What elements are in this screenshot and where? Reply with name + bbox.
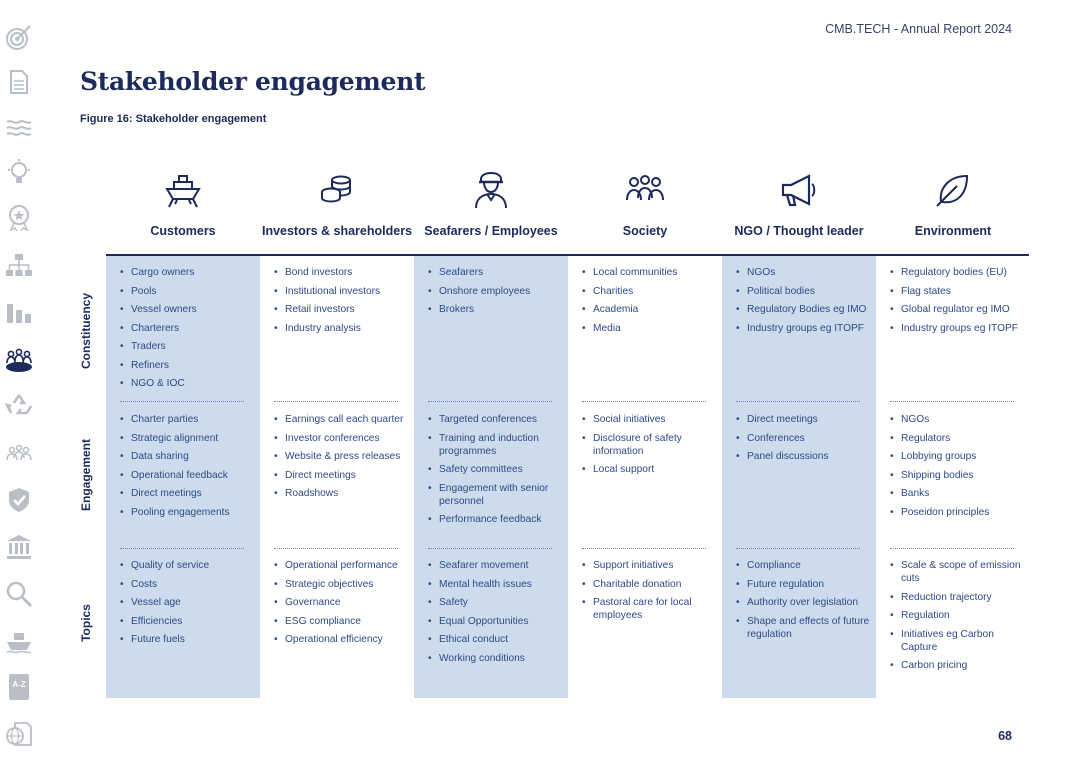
column-header-society <box>568 160 722 238</box>
dotted-divider <box>274 548 398 549</box>
list-item: • Local support <box>582 463 718 476</box>
list-item: • Vessel owners <box>120 303 256 316</box>
list-item: • Future fuels <box>120 633 256 646</box>
cell-topics <box>428 559 564 670</box>
list-item: • Refiners <box>120 359 256 372</box>
list-item: • Investor conferences <box>274 432 410 445</box>
dotted-divider <box>428 401 552 402</box>
list-item: • Targeted conferences <box>428 413 564 426</box>
list-item: • NGO & IOC <box>120 377 256 390</box>
list-item: • Seafarers <box>428 266 564 279</box>
cell-engagement <box>890 413 1026 524</box>
magnifier-icon[interactable] <box>4 579 34 609</box>
list-item: • Performance feedback <box>428 513 564 526</box>
list-item: • Operational efficiency <box>274 633 410 646</box>
dotted-divider <box>120 401 244 402</box>
document-icon[interactable] <box>4 67 34 97</box>
list-item: • Local communities <box>582 266 718 279</box>
list-item: • Lobbying groups <box>890 450 1026 463</box>
cell-constituency <box>736 266 872 340</box>
community-icon[interactable] <box>4 438 34 468</box>
cell-engagement <box>582 413 718 482</box>
glossary-text: A-Z <box>12 680 26 689</box>
list-item: • Costs <box>120 578 256 591</box>
list-item: • Charter parties <box>120 413 256 426</box>
list-item: • Reduction trajectory <box>890 591 1026 604</box>
dotted-divider <box>890 548 1014 549</box>
glossary-icon[interactable] <box>4 672 34 702</box>
dotted-divider <box>582 548 706 549</box>
captain-icon <box>414 160 568 220</box>
list-item: • NGOs <box>736 266 872 279</box>
list-item: • Initiatives eg Carbon Capture <box>890 628 1026 654</box>
list-item: • Political bodies <box>736 285 872 298</box>
coins-icon <box>260 160 414 220</box>
list-item: • Future regulation <box>736 578 872 591</box>
column-label: Investors & shareholders <box>261 224 413 238</box>
list-item: • Conferences <box>736 432 872 445</box>
list-item: • Media <box>582 322 718 335</box>
bullet-list <box>120 266 256 390</box>
bullet-list <box>736 266 872 335</box>
list-item: • Cargo owners <box>120 266 256 279</box>
bullet-list <box>120 559 256 646</box>
list-item: • Scale & scope of emission cuts <box>890 559 1026 585</box>
list-item: • Ethical conduct <box>428 633 564 646</box>
list-item: • Compliance <box>736 559 872 572</box>
list-item: • Social initiatives <box>582 413 718 426</box>
figure-title: Figure 16: Stakeholder engagement <box>80 113 267 125</box>
list-item: • Regulators <box>890 432 1026 445</box>
list-item: • Authority over legislation <box>736 596 872 609</box>
list-item: • Safety committees <box>428 463 564 476</box>
bullet-list <box>736 559 872 641</box>
dotted-divider <box>428 548 552 549</box>
list-item: • Operational performance <box>274 559 410 572</box>
list-item: • Pools <box>120 285 256 298</box>
dotted-divider <box>582 401 706 402</box>
cell-engagement <box>736 413 872 469</box>
row-label-constituency: Constituency <box>79 293 93 370</box>
bullet-list <box>582 266 718 335</box>
cell-constituency <box>428 266 564 322</box>
bullet-list <box>890 413 1026 519</box>
wave-lines-icon[interactable] <box>4 112 34 142</box>
megaphone-icon <box>722 160 876 220</box>
list-item: • Pooling engagements <box>120 506 256 519</box>
list-item: • Training and induction programmes <box>428 432 564 458</box>
bullet-list <box>428 266 564 316</box>
people-group-icon <box>568 160 722 220</box>
bullet-list <box>736 413 872 463</box>
column-label: Society <box>622 224 668 238</box>
list-item: • Pastoral care for local employees <box>582 596 718 622</box>
cell-engagement <box>120 413 256 524</box>
bullet-list <box>274 413 410 500</box>
list-item: • Data sharing <box>120 450 256 463</box>
recycle-icon[interactable] <box>4 391 34 421</box>
shield-check-icon[interactable] <box>4 485 34 515</box>
list-item: • Earnings call each quarter <box>274 413 410 426</box>
list-item: • NGOs <box>890 413 1026 426</box>
list-item: • Brokers <box>428 303 564 316</box>
list-item: • Global regulator eg IMO <box>890 303 1026 316</box>
bullet-list <box>890 266 1026 335</box>
stakeholders-icon[interactable] <box>4 344 34 374</box>
cell-topics <box>120 559 256 652</box>
list-item: • Vessel age <box>120 596 256 609</box>
lightbulb-icon[interactable] <box>4 157 34 187</box>
list-item: • Regulation <box>890 609 1026 622</box>
leaf-icon <box>876 160 1030 220</box>
dotted-divider <box>274 401 398 402</box>
list-item: • Website & press releases <box>274 450 410 463</box>
org-chart-icon[interactable] <box>4 250 34 280</box>
list-item: • Safety <box>428 596 564 609</box>
globe-document-icon[interactable] <box>4 719 34 749</box>
list-item: • Shipping bodies <box>890 469 1026 482</box>
column-header-seafarers <box>414 160 568 238</box>
list-item: • Retail investors <box>274 303 410 316</box>
dotted-divider <box>890 401 1014 402</box>
list-item: • Mental health issues <box>428 578 564 591</box>
bullet-list <box>274 266 410 335</box>
list-item: • Shape and effects of future regulation <box>736 615 872 641</box>
bullet-list <box>120 413 256 519</box>
list-item: • Poseidon principles <box>890 506 1026 519</box>
bullet-list <box>582 559 718 622</box>
header-rule <box>106 254 1029 256</box>
award-badge-icon[interactable] <box>4 202 34 232</box>
list-item: • Engagement with senior personnel <box>428 482 564 508</box>
bank-icon[interactable] <box>4 532 34 562</box>
ship-icon[interactable] <box>4 626 34 656</box>
row-label-topics: Topics <box>79 604 93 642</box>
bar-chart-icon[interactable] <box>4 297 34 327</box>
column-label: Customers <box>150 224 216 238</box>
list-item: • Regulatory bodies (EU) <box>890 266 1026 279</box>
list-item: • Onshore employees <box>428 285 564 298</box>
list-item: • Strategic alignment <box>120 432 256 445</box>
list-item: • Charterers <box>120 322 256 335</box>
list-item: • Equal Opportunities <box>428 615 564 628</box>
page-number: 68 <box>998 729 1012 743</box>
list-item: • Seafarer movement <box>428 559 564 572</box>
column-header-investors <box>260 160 414 238</box>
dotted-divider <box>120 548 244 549</box>
list-item: • ESG compliance <box>274 615 410 628</box>
cell-topics <box>736 559 872 646</box>
ship-icon <box>106 160 260 220</box>
cell-constituency <box>890 266 1026 340</box>
column-header-ngo <box>722 160 876 238</box>
cell-constituency <box>120 266 256 396</box>
column-header-customers <box>106 160 260 238</box>
list-item: • Industry groups eg ITOPF <box>890 322 1026 335</box>
list-item: • Operational feedback <box>120 469 256 482</box>
bullet-list <box>890 559 1026 672</box>
bullet-list <box>274 559 410 646</box>
list-item: • Industry groups eg ITOPF <box>736 322 872 335</box>
cell-topics <box>582 559 718 628</box>
list-item: • Flag states <box>890 285 1026 298</box>
list-item: • Banks <box>890 487 1026 500</box>
cell-topics <box>274 559 410 652</box>
target-icon[interactable] <box>4 22 34 52</box>
list-item: • Industry analysis <box>274 322 410 335</box>
column-label: NGO / Thought leader <box>734 224 864 238</box>
list-item: • Support initiatives <box>582 559 718 572</box>
row-label-engagement: Engagement <box>79 439 93 512</box>
cell-topics <box>890 559 1026 678</box>
bullet-list <box>428 559 564 665</box>
cell-engagement <box>274 413 410 506</box>
column-label: Environment <box>914 224 992 238</box>
column-label: Seafarers / Employees <box>424 224 558 238</box>
list-item: • Traders <box>120 340 256 353</box>
list-item: • Direct meetings <box>274 469 410 482</box>
bullet-list <box>582 413 718 476</box>
list-item: • Disclosure of safety information <box>582 432 718 458</box>
list-item: • Charitable donation <box>582 578 718 591</box>
list-item: • Academia <box>582 303 718 316</box>
bullet-list <box>428 413 564 526</box>
cell-engagement <box>428 413 564 532</box>
list-item: • Bond investors <box>274 266 410 279</box>
list-item: • Charities <box>582 285 718 298</box>
list-item: • Panel discussions <box>736 450 872 463</box>
list-item: • Institutional investors <box>274 285 410 298</box>
dotted-divider <box>736 548 860 549</box>
list-item: • Strategic objectives <box>274 578 410 591</box>
list-item: • Direct meetings <box>736 413 872 426</box>
list-item: • Regulatory Bodies eg IMO <box>736 303 872 316</box>
list-item: • Quality of service <box>120 559 256 572</box>
dotted-divider <box>736 401 860 402</box>
cell-constituency <box>582 266 718 340</box>
list-item: • Direct meetings <box>120 487 256 500</box>
cell-constituency <box>274 266 410 340</box>
report-header: CMB.TECH - Annual Report 2024 <box>825 22 1012 36</box>
page-title: Stakeholder engagement <box>80 67 426 96</box>
list-item: • Governance <box>274 596 410 609</box>
list-item: • Carbon pricing <box>890 659 1026 672</box>
column-header-environment <box>876 160 1030 238</box>
list-item: • Working conditions <box>428 652 564 665</box>
list-item: • Roadshows <box>274 487 410 500</box>
list-item: • Efficiencies <box>120 615 256 628</box>
